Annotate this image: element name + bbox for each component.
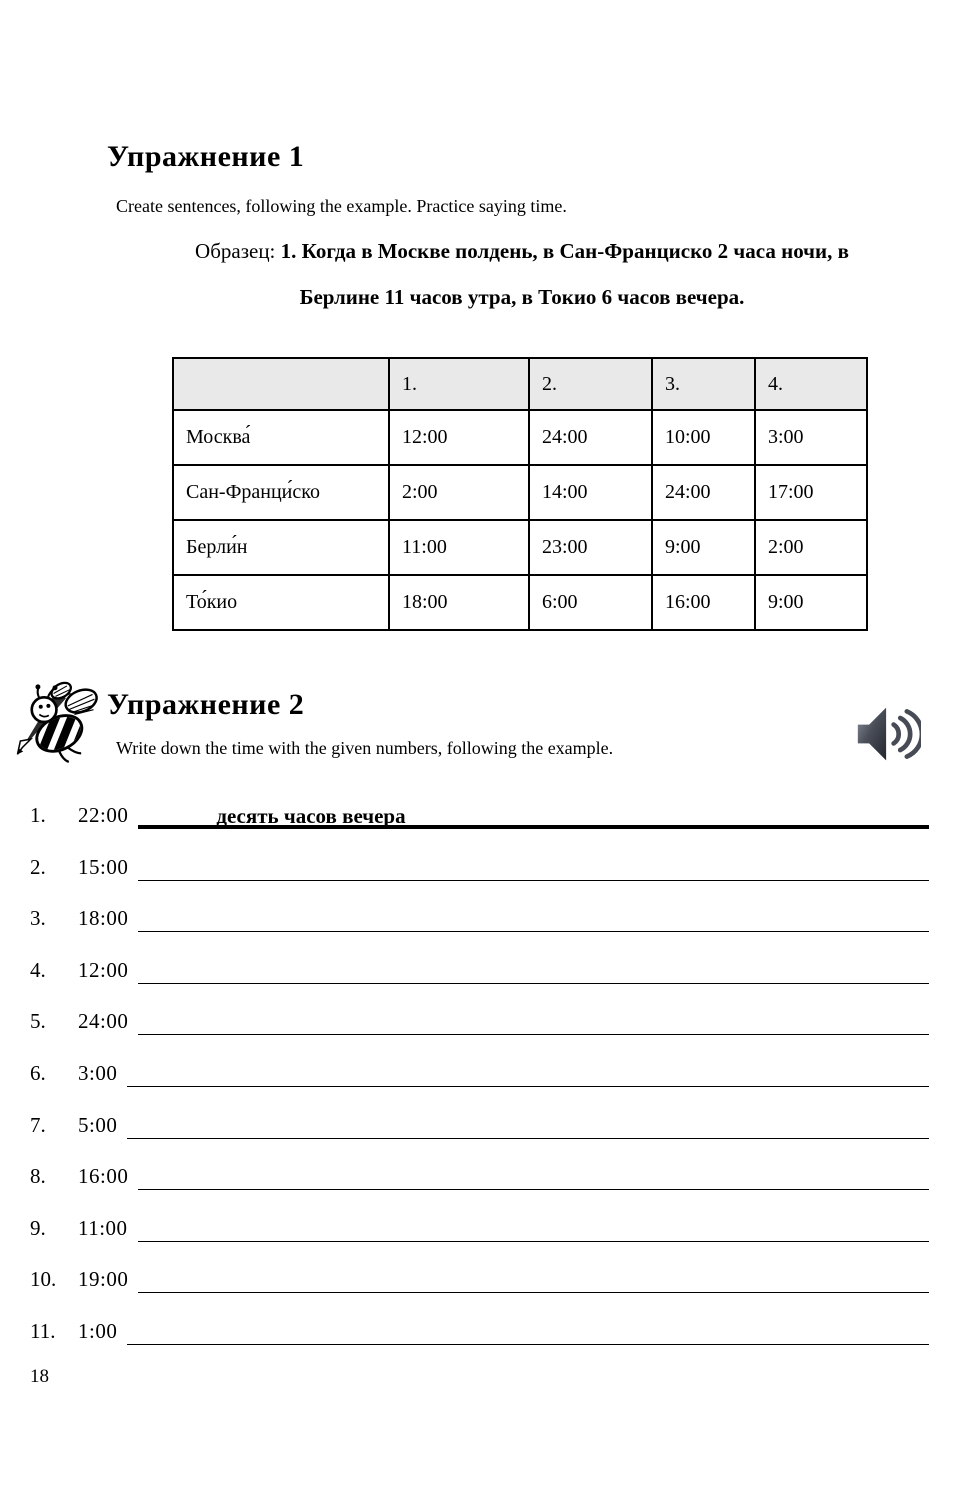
- item-time: 16:00: [78, 1164, 129, 1189]
- time-cell: 2:00: [755, 520, 867, 575]
- example-label: Образец:: [195, 239, 276, 263]
- header-cell-2: 2.: [529, 358, 652, 410]
- list-item: [30, 1216, 929, 1268]
- answer-line[interactable]: [138, 1267, 929, 1293]
- list-item: [30, 1164, 929, 1216]
- header-cell-city: [173, 358, 389, 410]
- list-item: [30, 958, 929, 1010]
- table-row: [173, 575, 867, 630]
- speaker-audio-icon[interactable]: [855, 700, 921, 768]
- answer-line[interactable]: [138, 1009, 929, 1035]
- item-time: 11:00: [78, 1215, 128, 1240]
- time-cell: 9:00: [755, 575, 867, 630]
- item-number: 9.: [30, 1215, 46, 1240]
- city-name: Берли́н: [173, 520, 389, 575]
- answer-line[interactable]: [127, 1061, 929, 1087]
- list-item: [30, 855, 929, 907]
- item-time: 18:00: [78, 906, 129, 931]
- header-cell-1: 1.: [389, 358, 529, 410]
- timezone-table: [172, 357, 868, 631]
- item-number: 10.: [30, 1267, 57, 1292]
- table-row: [173, 520, 867, 575]
- item-number: 6.: [30, 1060, 46, 1085]
- city-name: Москва́: [173, 410, 389, 465]
- time-cell: 24:00: [652, 465, 755, 520]
- item-number: 8.: [30, 1164, 46, 1189]
- time-cell: 12:00: [389, 410, 529, 465]
- item-time: 3:00: [78, 1060, 118, 1085]
- item-number: 5.: [30, 1009, 46, 1034]
- answer-line[interactable]: [138, 855, 929, 881]
- answer-text: десять часов вечера: [216, 804, 406, 828]
- example-line-2: [84, 274, 960, 320]
- time-cell: 24:00: [529, 410, 652, 465]
- table-row: [173, 465, 867, 520]
- answer-line[interactable]: [127, 1319, 929, 1345]
- list-item: [30, 1009, 929, 1061]
- item-time: 22:00: [78, 803, 129, 827]
- exercise1-example: [84, 228, 960, 320]
- item-number: 11.: [30, 1318, 56, 1343]
- header-cell-4: 4.: [755, 358, 867, 410]
- item-number: 7.: [30, 1112, 46, 1137]
- answer-line[interactable]: [138, 1164, 929, 1190]
- item-time: 15:00: [78, 854, 129, 879]
- time-cell: 10:00: [652, 410, 755, 465]
- item-number: 4.: [30, 957, 46, 982]
- exercise2-instruction: Write down the time with the given numbers, following the example.: [116, 738, 614, 758]
- list-item: [30, 1113, 929, 1165]
- city-name: Сан-Франци́ско: [173, 465, 389, 520]
- answer-line[interactable]: [138, 906, 929, 932]
- header-cell-3: 3.: [652, 358, 755, 410]
- exercise2-title: Упражнение 2: [107, 688, 305, 721]
- answer-line[interactable]: [138, 803, 929, 829]
- list-item: [30, 803, 929, 855]
- table-row: [173, 410, 867, 465]
- time-cell: 2:00: [389, 465, 529, 520]
- item-time: 19:00: [78, 1267, 129, 1292]
- time-cell: 6:00: [529, 575, 652, 630]
- item-number: 2.: [30, 854, 46, 879]
- answer-line[interactable]: [138, 958, 929, 984]
- timezone-table-header-row: [173, 358, 867, 410]
- item-time: 12:00: [78, 957, 129, 982]
- list-item: [30, 1267, 929, 1319]
- item-number: 1.: [30, 803, 46, 827]
- bee-with-pencil-icon: [8, 678, 103, 766]
- item-time: 5:00: [78, 1112, 118, 1137]
- item-number: 3.: [30, 906, 46, 931]
- time-cell: 11:00: [389, 520, 529, 575]
- time-cell: 17:00: [755, 465, 867, 520]
- list-item: [30, 1061, 929, 1113]
- time-cell: 14:00: [529, 465, 652, 520]
- item-time: 1:00: [78, 1318, 118, 1343]
- answer-line[interactable]: [127, 1113, 929, 1139]
- time-cell: 3:00: [755, 410, 867, 465]
- city-name: То́кио: [173, 575, 389, 630]
- example-sentence-part2: Берлине 11 часов утра, в Токио 6 часов вечера.: [299, 285, 745, 309]
- list-item: [30, 1319, 929, 1371]
- example-line-1: [84, 228, 960, 274]
- item-time: 24:00: [78, 1009, 129, 1034]
- exercise2-list: [30, 803, 929, 1371]
- answer-line[interactable]: [138, 1216, 929, 1242]
- time-cell: 18:00: [389, 575, 529, 630]
- time-cell: 23:00: [529, 520, 652, 575]
- page-number: 18: [30, 1366, 49, 1387]
- exercise1-title: Упражнение 1: [107, 140, 305, 173]
- example-sentence-part1: 1. Когда в Москве полдень, в Сан-Франциско 2 часа ночи, в: [280, 239, 849, 263]
- time-cell: 16:00: [652, 575, 755, 630]
- list-item: [30, 906, 929, 958]
- time-cell: 9:00: [652, 520, 755, 575]
- exercise1-instruction: Create sentences, following the example. Practice saying time.: [116, 196, 567, 216]
